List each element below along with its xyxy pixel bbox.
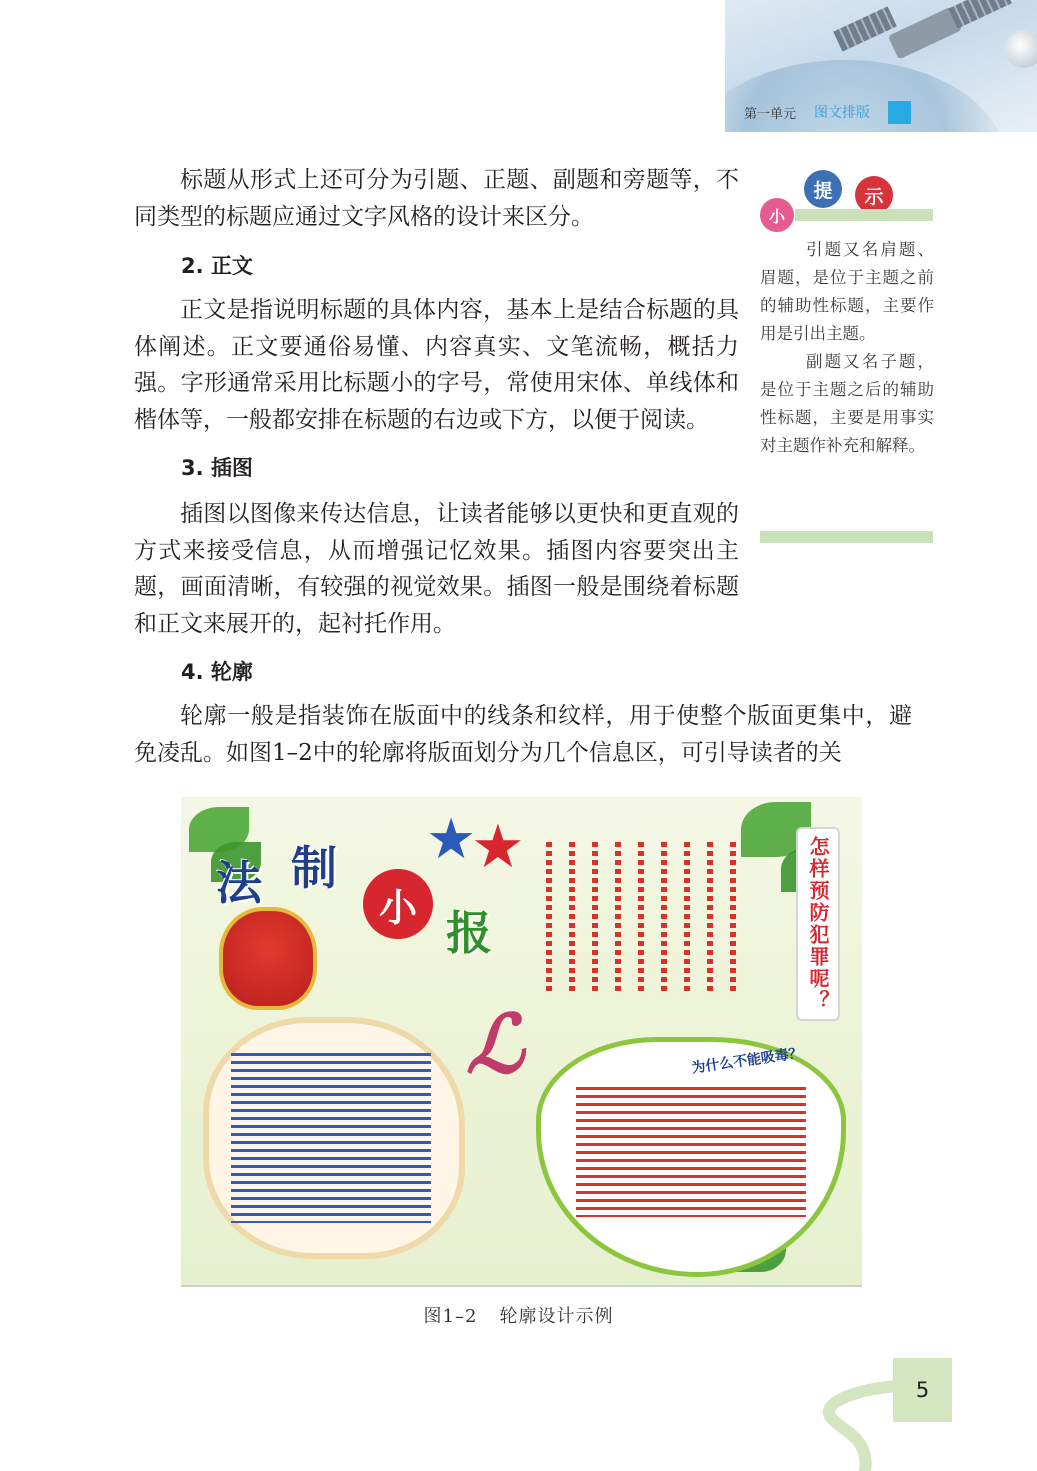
poster-text-column (684, 842, 690, 992)
paragraph-illustration (134, 496, 739, 637)
poster-flower-frame (203, 1017, 465, 1259)
poster-title-char: 制 (291, 841, 337, 895)
poster-title-char: 小 (378, 885, 417, 930)
poster-title-circle (363, 869, 433, 939)
emblem-icon (219, 907, 317, 1010)
paragraph-illustration-text: 插图以图像来传达信息，让读者能够以更快和更直观的方式来接受信息，从而增强记忆效果。插图内容要突出主题，画面清晰，有较强的视觉效果。插图一般是围绕着标题和正文来展开的，起衬托作用。 (134, 501, 739, 637)
poster-heart-text (576, 1087, 806, 1217)
poster-decoration: ℒ (466, 997, 524, 1091)
figure-caption-text: 轮廓设计示例 (499, 1306, 614, 1327)
paragraph-intro: 标题从形式上还可分为引题、正题、副题和旁题等，不同类型的标题应通过文字风格的设计来区分。 (134, 167, 739, 230)
poster-text-column (661, 842, 667, 992)
tip-bubble-show: 示 (855, 176, 893, 214)
poster-heart-title: 为什么不能吸毒？ (690, 1045, 804, 1077)
figure-caption-number: 图1–2 (423, 1306, 478, 1327)
figure-poster (181, 797, 862, 1287)
poster-text-column (638, 842, 644, 992)
poster-title-char: 报 (446, 906, 492, 960)
satellite-dish-icon (1005, 30, 1037, 68)
poster-text-column (730, 842, 736, 992)
tip-bubble-hint: 提 (804, 170, 842, 208)
section-title: 图文排版 (814, 105, 870, 121)
page-number: 5 (893, 1358, 952, 1422)
heading-outline: 4. 轮廓 (181, 660, 253, 684)
poster-text-column (592, 842, 598, 992)
tip-text (760, 236, 934, 460)
tip-bottom-divider (760, 531, 933, 543)
tip-top-divider (795, 209, 933, 221)
satellite-panel-left (833, 6, 897, 51)
poster-heart-frame (536, 1037, 846, 1277)
paragraph-body-text: 正文是指说明标题的具体内容，基本上是结合标题的具体阐述。正文要通俗易懂、内容真实、文笔流畅，概括力强。字形通常采用比标题小的字号，常使用宋体、单线体和楷体等，一般都安排在标题的右边或下方，以便于阅读。 (134, 297, 739, 433)
poster-text-column (546, 842, 552, 992)
heading-illustration: 3. 插图 (181, 456, 253, 480)
tip-text-futi: 副题又名子题，是位于主题之后的辅助性标题，主要是用事实对主题作补充和解释。 (760, 352, 934, 455)
star-icon: ★ (426, 807, 477, 872)
section-marker-square (888, 101, 911, 124)
poster-side-title: 怎样预防犯罪呢？ (796, 827, 840, 1021)
poster-text-column (707, 842, 713, 992)
poster-text-column (615, 842, 621, 992)
paragraph-outline: 轮廓一般是指装饰在版面中的线条和纹样，用于使整个版面更集中，避免凌乱。如图1–2中的轮廓将版面划分为几个信息区，可引导读者的关 (134, 703, 912, 766)
figure-caption (0, 1302, 1037, 1328)
star-icon: ★ (471, 812, 525, 882)
tip-bubble-small: 小 (760, 198, 794, 232)
poster-text-column (569, 842, 575, 992)
satellite-panel-right (948, 0, 1012, 29)
unit-label: 第一单元 (744, 107, 797, 122)
poster-title-char: 法 (216, 856, 262, 910)
poster-text-block (231, 1053, 431, 1223)
heading-body-text: 2. 正文 (181, 254, 253, 278)
tip-text-yinti: 引题又名肩题、眉题，是位于主题之前的辅助性标题，主要作用是引出主题。 (760, 240, 934, 343)
